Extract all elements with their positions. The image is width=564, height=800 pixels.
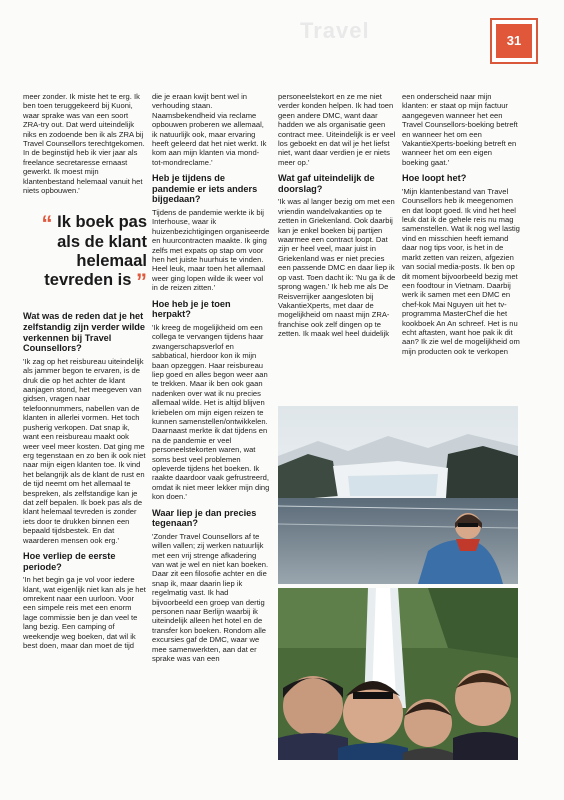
paragraph: die je eraan kwijt bent wel in verhouding staan. Naamsbekendheid via reclame opbouwen proberen we allemaal, ik natuurlijk ook, maar ervaring heeft geleerd dat het niet werkt. Ik kom aan mijn klanten via mond-tot-mondreclame.'	[152, 92, 267, 167]
paragraph: Tijdens de pandemie werkte ik bij Interhouse, waar ik huizenbezichtigingen organiseerde en huurcontracten maakte. Ik ging zelfs met expats op stap om voor hen het juiste huurhuis te vinden. Heel leuk, maar toen het allemaal weer ging lopen wilde ik weer vol in de reizen zitten.'	[152, 208, 270, 293]
glacier-photo	[278, 406, 518, 584]
question-heading: Waar liep je dan precies tegenaan?	[152, 507, 257, 529]
question-heading: Hoe heb je je toen herpakt?	[152, 298, 231, 320]
column-2	[152, 92, 270, 667]
pull-quote	[23, 211, 147, 295]
paragraph: 'Ik was al langer bezig om met een vriendin wandelvakanties op te zetten in Griekenland. Ook daarbij kan je enkel boeken bij partijen waarmee een contract loopt. Dat zijn er heel veel, maar juist in Griekenland was er niet precies een passende DMC en daar liep ik op vast. Toen dacht ik: 'Nu ga ik de sprong wagen.' Ik heb me als De Reisverrijker aangesloten bij VakantieXperts, met daar de mogelijkheid om naast mijn ZRA-franchise ook zelf dingen op te zetten. Ik maak wel heel duidelijk	[278, 197, 396, 339]
page-number: 31	[496, 24, 532, 58]
question-heading: Heb je tijdens de pandemie er iets anders bijgedaan?	[152, 173, 258, 205]
faded-section-title: Travel	[300, 18, 370, 43]
family-waterfall-photo	[278, 588, 518, 760]
question-heading: Wat gaf uiteindelijk de doorslag?	[278, 173, 375, 194]
question-heading: Wat was de reden dat je het zelfstandig zijn verder wilde verkennen bij Travel Counsellors?	[23, 311, 146, 354]
paragraph: 'Mijn klantenbestand van Travel Counsellors heb ik meegenomen en dat loopt goed. Ik vind het heel leuk dat ik de gehele reis nu mag samenstellen. Wat ik nog wel lastig vind en misschien heeft iemand daar nog tips voor, is het in de markt zetten van reizen, afgezien van social media-posts. Ik ben op dit moment bijvoorbeeld bezig met een foodtour in Vietnam. Daarbij werk ik samen met een DMC en chef-kok Mai Nguyen uit het tv-programma MasterChef die het kookboek An An schreef. Het is nu echt aftasten, want hoe pak ik dit aan? Ik zie wel de mogelijkheid om mijn producten ook te verkopen	[402, 186, 520, 356]
paragraph: 'Ik zag op het reisbureau uiteindelijk als jammer begon te ervaren, is de druk die op het achter de klant aanjagen stond, het meegeven van gidsen, vragen naar telefoonnummers, nabellen van de klanten in allerlei vormen. Het toch pusherig verkopen. Dat snap ik, want een reisbureau maakt ook weer veel meer kosten. Dat ging me erg tegenstaan en zo ben ik ook niet naar mijn eigen klanten toe. Ik vind het belangrijk als de klant de rust en de tijd neemt om het allemaal te bespreken, als zelfstandige kan je dat zelf bepalen. Ik boek pas als de klant helemaal tevreden is zonder iets door te drukken binnen een bepaald tijdsbestek. En dat waarderen mensen ook erg.'	[23, 356, 146, 545]
page-number-badge	[490, 18, 538, 64]
paragraph: meer zonder. Ik miste het te erg. Ik ben toen teruggekeerd bij Kuoni, waar sprake was van een soort ZRA-try out. Dat werd uiteindelijk niks en zodoende ben ik als ZRA bij Travel Counsellors terechtgekomen. In de beginstijd heb ik vier jaar als freelance secretaresse ernaast gewerkt. Ik moest mijn klantenbestand helemaal vanuit het niets opbouwen.'	[23, 92, 145, 196]
column-4	[402, 92, 520, 360]
paragraph: 'Ik kreeg de mogelijkheid om een collega te vervangen tijdens haar zwangerschapsverlof en sabbatical, hierdoor kon ik mijn baan opzeggen. Haar reisbureau liep goed en alles begon weer aan te trekken. Maar ik ben ook gaan nadenken over wat ik nu precies allemaal wilde. Het is altijd blijven kriebelen om mijn eigen reizen te kunnen samenstellen/ontwikkelen. Daarnaast merkte ik dat tijdens en na de pandemie er veel personeelstekorten waren, wat soms best veel problemen opleverde tijdens het boeken. Ik raakte daardoor vaak gefrustreerd, omdat ik niet meer lekker mijn ding kon doen.'	[152, 322, 270, 502]
paragraph: personeelstekort en ze me niet verder konden helpen. Ik had toen geen andere DMC, want daar hadden we als organisatie geen contract mee. Uiteindelijk is er veel los geboekt en dat wil je het liefst niet, want daar verdien je er niets meer op.'	[278, 92, 396, 167]
paragraph: 'In het begin ga je vol voor iedere klant, wat eigenlijk niet kan als je het omrekent naar een uurloon. Voor een simpele reis met een enorm lage commissie ben je dan veel te lang bezig. Een camping of weekendje weg boeken, dat wil ik best doen, maar dan moet de tijd	[23, 575, 146, 650]
column-3	[278, 92, 396, 343]
question-heading: Hoe loopt het?	[402, 173, 467, 184]
quote-close-mark: ”	[136, 269, 147, 295]
column-1	[23, 92, 147, 654]
quote-open-mark: “	[41, 211, 53, 237]
paragraph: een onderscheid naar mijn klanten: er staat op mijn factuur aangegeven wanneer het een Travel Counsellors-boeking betreft en wanneer het om een VakantieXperts-boeking betreft en wanneer het om een eigen boeking gaat.'	[402, 92, 518, 167]
pull-quote-text: Ik boek pas als de klant helemaal tevreden is	[44, 213, 147, 290]
question-heading: Hoe verliep de eerste periode?	[23, 550, 116, 572]
paragraph: 'Zonder Travel Counsellors af te willen vallen; zij werken natuurlijk met een vrij strenge afkadering van wat je wel en niet kan boeken. Daar zit een filosofie achter en die snap ik, maar daarin liep ik regelmatig vast. Ik had bijvoorbeeld een groep van dertig personen naar Berlijn waarbij ik uiteindelijk alleen het hotel en de transfer kon boeken. Rondom alle excursies gaf de DMC, waar we mee samenwerkten, aan dat er sprake was van een	[152, 531, 269, 664]
